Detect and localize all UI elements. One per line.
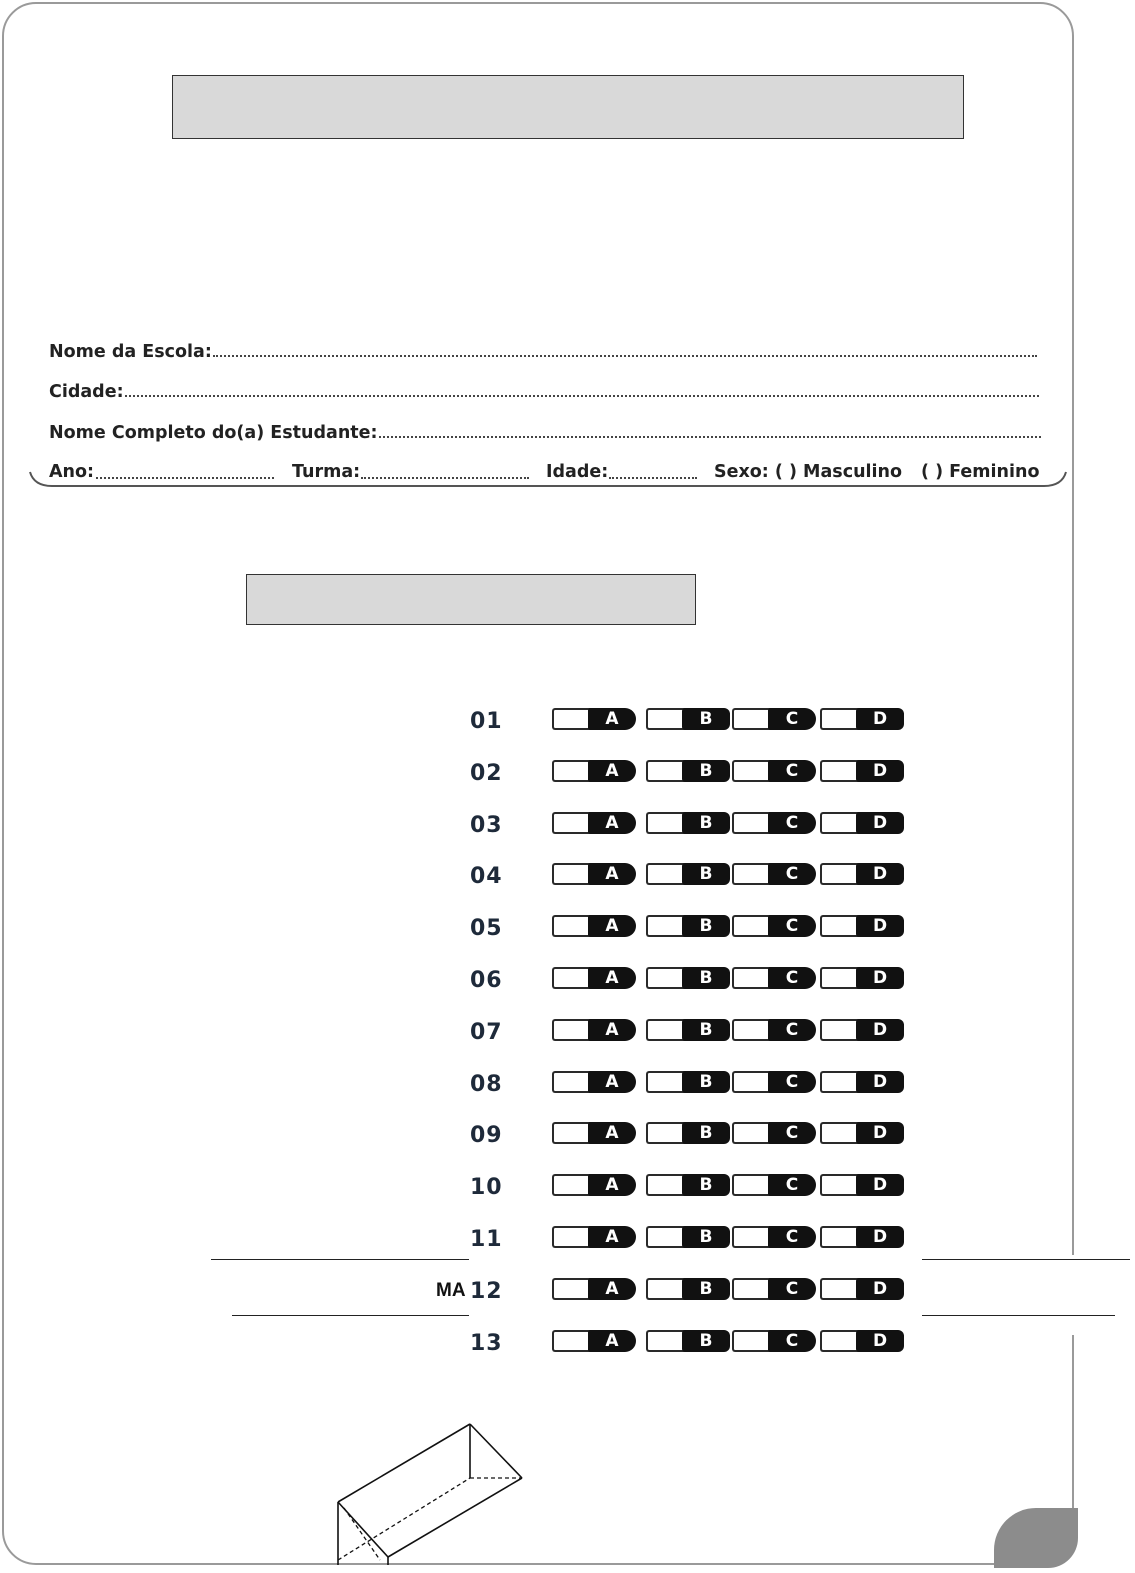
- answer-bubble-c[interactable]: [732, 966, 816, 990]
- bubble-box[interactable]: [732, 812, 772, 834]
- bubble-box[interactable]: [646, 1071, 686, 1093]
- bubble-box[interactable]: [820, 1174, 860, 1196]
- answer-bubble-a[interactable]: [552, 966, 636, 990]
- answer-bubble-b[interactable]: [646, 1121, 730, 1145]
- bubble-letter: C: [768, 1330, 816, 1352]
- answer-bubble-d[interactable]: [820, 1277, 904, 1301]
- answer-bubble-b[interactable]: [646, 862, 730, 886]
- answer-row: [470, 759, 910, 785]
- bubble-letter: A: [588, 1071, 636, 1093]
- answer-bubble-c[interactable]: [732, 1070, 816, 1094]
- answer-bubble-b[interactable]: [646, 707, 730, 731]
- bubble-letter: D: [856, 708, 904, 730]
- bubble-letter: B: [682, 1226, 730, 1248]
- bubble-box[interactable]: [820, 967, 860, 989]
- answer-bubble-b[interactable]: [646, 1277, 730, 1301]
- answer-bubble-d[interactable]: [820, 1070, 904, 1094]
- section-code: MA: [436, 1280, 466, 1301]
- bubble-box[interactable]: [552, 1330, 592, 1352]
- answer-bubble-c[interactable]: [732, 914, 816, 938]
- bubble-letter: A: [588, 812, 636, 834]
- answer-bubble-b[interactable]: [646, 1173, 730, 1197]
- bubble-letter: D: [856, 1019, 904, 1041]
- bubble-box[interactable]: [552, 1226, 592, 1248]
- bubble-letter: B: [682, 967, 730, 989]
- answer-bubble-d[interactable]: [820, 862, 904, 886]
- year-label: Ano:: [49, 462, 95, 482]
- bubble-letter: B: [682, 708, 730, 730]
- bubble-letter: A: [588, 915, 636, 937]
- bubble-letter: A: [588, 708, 636, 730]
- bubble-letter: A: [588, 1174, 636, 1196]
- question-number: 10: [470, 1175, 503, 1201]
- bubble-box[interactable]: [732, 967, 772, 989]
- question-number: 12: [470, 1278, 503, 1304]
- bubble-letter: B: [682, 1330, 730, 1352]
- bubble-letter: B: [682, 915, 730, 937]
- bubble-box[interactable]: [732, 863, 772, 885]
- answer-row: [470, 914, 910, 940]
- question-number: 09: [470, 1123, 503, 1149]
- bubble-box[interactable]: [732, 708, 772, 730]
- bubble-letter: B: [682, 1278, 730, 1300]
- bubble-letter: D: [856, 1122, 904, 1144]
- question-number: 13: [470, 1330, 503, 1356]
- bubble-box[interactable]: [646, 1122, 686, 1144]
- answer-bubble-a[interactable]: [552, 1070, 636, 1094]
- answer-row: [470, 1018, 910, 1044]
- bubble-letter: C: [768, 863, 816, 885]
- bubble-letter: D: [856, 812, 904, 834]
- bubble-box[interactable]: [646, 708, 686, 730]
- bubble-letter: A: [588, 760, 636, 782]
- bubble-box[interactable]: [552, 915, 592, 937]
- school-label: Nome da Escola:: [49, 342, 212, 362]
- age-label: Idade:: [546, 462, 609, 482]
- answer-bubble-a[interactable]: [552, 1121, 636, 1145]
- answer-bubble-b[interactable]: [646, 1018, 730, 1042]
- bubble-box[interactable]: [820, 1071, 860, 1093]
- bubble-letter: D: [856, 1226, 904, 1248]
- bubble-box[interactable]: [820, 1122, 860, 1144]
- answer-bubble-c[interactable]: [732, 862, 816, 886]
- sex-male-option[interactable]: Sexo: ( ) Masculino: [714, 462, 903, 482]
- bubble-box[interactable]: [732, 1019, 772, 1041]
- sex-female-option[interactable]: ( ) Feminino: [921, 462, 1040, 482]
- question-number: 01: [470, 709, 503, 734]
- answer-bubble-d[interactable]: [820, 914, 904, 938]
- answer-bubble-d[interactable]: [820, 1121, 904, 1145]
- question-number: 06: [470, 968, 503, 993]
- question-number: 03: [470, 812, 503, 838]
- bubble-box[interactable]: [732, 1226, 772, 1248]
- bubble-letter: D: [856, 1330, 904, 1352]
- question-number: 05: [470, 916, 503, 942]
- answer-bubble-c[interactable]: [732, 1329, 816, 1353]
- answer-bubble-d[interactable]: [820, 1225, 904, 1249]
- bubble-box[interactable]: [646, 915, 686, 937]
- answer-bubble-c[interactable]: [732, 1121, 816, 1145]
- answer-bubble-b[interactable]: [646, 1225, 730, 1249]
- bubble-letter: C: [768, 708, 816, 730]
- bubble-letter: D: [856, 863, 904, 885]
- bubble-letter: A: [588, 1226, 636, 1248]
- bubble-letter: A: [588, 863, 636, 885]
- bubble-letter: B: [682, 1174, 730, 1196]
- bubble-box[interactable]: [820, 1278, 860, 1300]
- answer-bubble-d[interactable]: [820, 1018, 904, 1042]
- bubble-letter: A: [588, 1019, 636, 1041]
- answer-bubble-a[interactable]: [552, 1018, 636, 1042]
- answer-bubble-a[interactable]: [552, 1225, 636, 1249]
- bubble-letter: B: [682, 1071, 730, 1093]
- bubble-box[interactable]: [646, 1226, 686, 1248]
- bubble-box[interactable]: [732, 915, 772, 937]
- bubble-letter: D: [856, 1071, 904, 1093]
- triangular-prism-figure: [330, 1420, 530, 1565]
- answer-bubble-b[interactable]: [646, 759, 730, 783]
- bubble-box[interactable]: [820, 812, 860, 834]
- answer-row: [470, 862, 910, 888]
- bubble-box[interactable]: [820, 708, 860, 730]
- bubble-box[interactable]: [732, 1330, 772, 1352]
- question-number: 07: [470, 1019, 503, 1045]
- bubble-letter: A: [588, 967, 636, 989]
- bubble-box[interactable]: [552, 708, 592, 730]
- answer-bubble-a[interactable]: [552, 707, 636, 731]
- bubble-letter: B: [682, 760, 730, 782]
- answer-bubble-b[interactable]: [646, 914, 730, 938]
- bubble-box[interactable]: [820, 1226, 860, 1248]
- bubble-letter: C: [768, 1174, 816, 1196]
- bubble-letter: A: [588, 1330, 636, 1352]
- question-number: 08: [470, 1071, 503, 1097]
- bubble-box[interactable]: [646, 863, 686, 885]
- question-number: 02: [470, 760, 503, 786]
- answer-row: [470, 1121, 910, 1147]
- answer-row: [470, 1225, 910, 1251]
- bubble-box[interactable]: [820, 1330, 860, 1352]
- bubble-box[interactable]: [646, 1174, 686, 1196]
- bubble-letter: C: [768, 812, 816, 834]
- answer-bubble-b[interactable]: [646, 1329, 730, 1353]
- bubble-letter: D: [856, 915, 904, 937]
- answer-bubble-a[interactable]: [552, 1277, 636, 1301]
- bubble-box[interactable]: [646, 1330, 686, 1352]
- bubble-box[interactable]: [552, 1122, 592, 1144]
- answer-bubble-c[interactable]: [732, 759, 816, 783]
- answer-bubble-a[interactable]: [552, 914, 636, 938]
- answer-bubble-a[interactable]: [552, 862, 636, 886]
- bubble-box[interactable]: [552, 760, 592, 782]
- answer-bubble-c[interactable]: [732, 707, 816, 731]
- question-number: 11: [470, 1227, 503, 1252]
- answer-bubble-d[interactable]: [820, 811, 904, 835]
- bubble-letter: C: [768, 1278, 816, 1300]
- bubble-letter: C: [768, 760, 816, 782]
- bubble-letter: A: [588, 1278, 636, 1300]
- bubble-box[interactable]: [646, 1019, 686, 1041]
- bubble-letter: B: [682, 1122, 730, 1144]
- answer-row: [470, 1277, 910, 1303]
- bubble-box[interactable]: [552, 1174, 592, 1196]
- bubble-letter: C: [768, 967, 816, 989]
- bubble-box[interactable]: [552, 967, 592, 989]
- bubble-box[interactable]: [732, 1122, 772, 1144]
- answer-row: [470, 811, 910, 837]
- answer-bubble-c[interactable]: [732, 1173, 816, 1197]
- bubble-box[interactable]: [646, 812, 686, 834]
- bubble-box[interactable]: [552, 1278, 592, 1300]
- bubble-letter: D: [856, 760, 904, 782]
- answer-bubble-c[interactable]: [732, 811, 816, 835]
- bubble-box[interactable]: [646, 1278, 686, 1300]
- answer-bubble-c[interactable]: [732, 1277, 816, 1301]
- bubble-letter: C: [768, 1122, 816, 1144]
- bubble-letter: B: [682, 1019, 730, 1041]
- answer-bubble-a[interactable]: [552, 759, 636, 783]
- bubble-box[interactable]: [820, 760, 860, 782]
- answer-bubble-a[interactable]: [552, 811, 636, 835]
- bubble-box[interactable]: [820, 915, 860, 937]
- answer-bubble-c[interactable]: [732, 1018, 816, 1042]
- bubble-letter: C: [768, 1071, 816, 1093]
- bubble-box[interactable]: [820, 1019, 860, 1041]
- answer-bubble-d[interactable]: [820, 1329, 904, 1353]
- bubble-letter: D: [856, 1278, 904, 1300]
- question-number: 04: [470, 864, 503, 890]
- answer-bubble-d[interactable]: [820, 759, 904, 783]
- bubble-letter: D: [856, 967, 904, 989]
- bubble-letter: D: [856, 1174, 904, 1196]
- bubble-letter: B: [682, 863, 730, 885]
- bubble-box[interactable]: [820, 863, 860, 885]
- answer-row: [470, 1173, 910, 1199]
- answer-bubble-b[interactable]: [646, 1070, 730, 1094]
- bubble-letter: A: [588, 1122, 636, 1144]
- answer-bubble-b[interactable]: [646, 966, 730, 990]
- bubble-letter: C: [768, 1019, 816, 1041]
- student-label: Nome Completo do(a) Estudante:: [49, 423, 378, 443]
- bubble-box[interactable]: [732, 1174, 772, 1196]
- bubble-letter: C: [768, 1226, 816, 1248]
- bubble-letter: C: [768, 915, 816, 937]
- answer-row: [470, 966, 910, 992]
- bubble-box[interactable]: [732, 1278, 772, 1300]
- answer-row: [470, 1329, 910, 1355]
- answer-bubble-c[interactable]: [732, 1225, 816, 1249]
- bubble-box[interactable]: [552, 863, 592, 885]
- bubble-box[interactable]: [646, 967, 686, 989]
- answer-bubble-d[interactable]: [820, 1173, 904, 1197]
- bubble-box[interactable]: [732, 760, 772, 782]
- bubble-box[interactable]: [552, 1071, 592, 1093]
- bubble-box[interactable]: [552, 812, 592, 834]
- answer-row: [470, 707, 910, 733]
- bubble-box[interactable]: [646, 760, 686, 782]
- answer-bubble-d[interactable]: [820, 707, 904, 731]
- bubble-letter: B: [682, 812, 730, 834]
- answer-row: [470, 1070, 910, 1096]
- answer-bubble-b[interactable]: [646, 811, 730, 835]
- class-label: Turma:: [292, 462, 361, 482]
- answer-bubble-a[interactable]: [552, 1173, 636, 1197]
- answer-bubble-a[interactable]: [552, 1329, 636, 1353]
- answer-bubble-d[interactable]: [820, 966, 904, 990]
- city-label: Cidade:: [49, 382, 124, 402]
- bubble-box[interactable]: [732, 1071, 772, 1093]
- bubble-box[interactable]: [552, 1019, 592, 1041]
